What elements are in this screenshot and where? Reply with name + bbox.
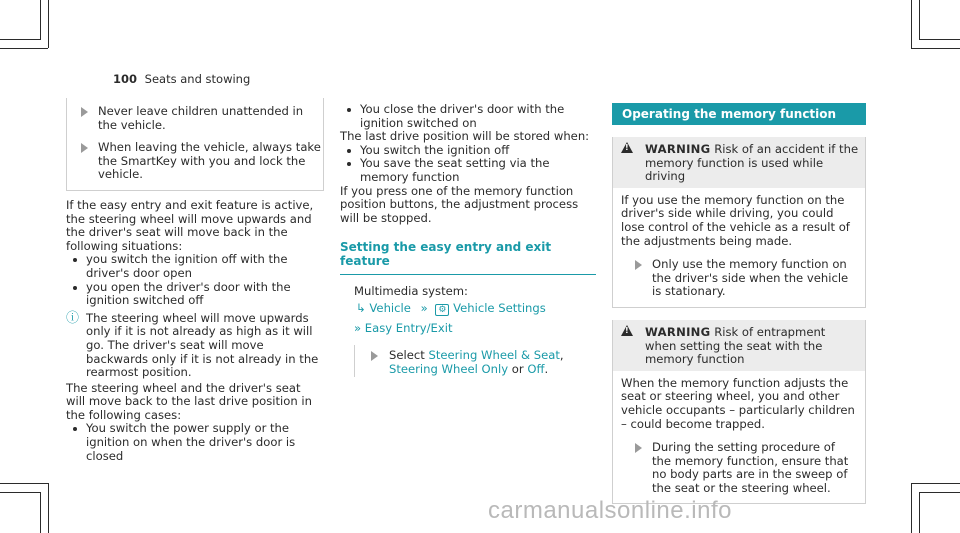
warning-item-text: During the setting procedure of the memory function, ensure that no body parts are in the sweep of the seat or the steering wheel. bbox=[652, 440, 849, 495]
step-text: or bbox=[511, 361, 524, 376]
step bbox=[369, 349, 596, 376]
info-icon: ⓘ bbox=[66, 310, 80, 326]
column-right bbox=[612, 103, 866, 504]
list-item bbox=[340, 144, 596, 158]
arrow-icon bbox=[81, 107, 88, 117]
car-settings-icon: ⚙ bbox=[435, 304, 449, 316]
option-off: Off bbox=[527, 361, 545, 376]
step-box bbox=[354, 345, 596, 376]
warning-body bbox=[613, 371, 865, 504]
warning-item bbox=[621, 441, 857, 495]
list-item-text: you open the driver's door with the ignition switched off bbox=[86, 279, 291, 308]
arrow-icon bbox=[635, 260, 642, 270]
crop-mark bbox=[0, 483, 48, 484]
arrow-icon bbox=[635, 443, 642, 453]
intro-paragraph: If the easy entry and exit feature is active, the steering wheel will move upwards and the driver's seat will move back in the following situations: bbox=[66, 197, 314, 253]
arrow-icon bbox=[81, 143, 88, 153]
warning-text: If you use the memory function on the driver's side while driving, you could lose control of the vehicle as a result of the adjustments being made. bbox=[621, 192, 850, 248]
safety-item bbox=[67, 141, 323, 182]
crop-mark bbox=[911, 483, 912, 533]
page-header bbox=[113, 73, 250, 87]
list-item-text: You close the driver's door with the ignition switched on bbox=[360, 102, 565, 130]
crop-mark bbox=[0, 39, 40, 40]
double-chevron-icon: » bbox=[420, 301, 428, 316]
warning-box bbox=[612, 320, 866, 505]
list-item-text: You switch the power supply or the ignition on when the driver's door is closed bbox=[86, 421, 296, 463]
column-middle bbox=[340, 103, 596, 377]
list-item-text: You save the seat setting via the memory function bbox=[360, 156, 550, 184]
bullet-icon bbox=[347, 149, 351, 153]
paragraph: The steering wheel and the driver's seat will move back to the last drive position in the following cases: bbox=[66, 380, 312, 422]
crop-mark bbox=[48, 0, 49, 48]
warning-title: Risk of an accident if the memory function is used while driving bbox=[645, 142, 859, 184]
step-text: . bbox=[544, 361, 549, 376]
paragraph: The last drive position will be stored when: bbox=[340, 129, 590, 144]
double-chevron-icon: » bbox=[354, 320, 362, 335]
warning-header bbox=[613, 137, 865, 188]
column-left bbox=[66, 98, 322, 463]
paragraph: If you press one of the memory function position buttons, the adjustment process will be stopped. bbox=[340, 183, 579, 225]
menu-vehicle-settings: Vehicle Settings bbox=[453, 301, 546, 316]
menu-path-line bbox=[354, 302, 596, 318]
list-item-text: You switch the ignition off bbox=[360, 142, 510, 157]
crop-mark bbox=[48, 483, 49, 533]
crop-mark bbox=[911, 0, 912, 48]
safety-item-text: Never leave children unattended in the vehicle. bbox=[98, 104, 304, 132]
bullet-icon bbox=[73, 427, 77, 431]
return-arrow-icon: ↳ bbox=[356, 301, 366, 316]
warning-title: Risk of entrapment when setting the seat with the memory function bbox=[645, 324, 826, 367]
menu-easy-entry: Easy Entry/Exit bbox=[364, 320, 453, 335]
section-title-bar: Operating the memory function bbox=[612, 103, 866, 125]
bullet-list bbox=[340, 103, 596, 130]
option-steering-wheel-only: Steering Wheel Only bbox=[389, 361, 509, 376]
bullet-list bbox=[66, 253, 322, 307]
note-text: The steering wheel will move upwards only if it is not already as high as it will go. The driver's seat will move backwards only if it is not already in the rearmost position. bbox=[86, 310, 319, 380]
safety-item-text: When leaving the vehicle, always take the SmartKey with you and lock the vehicle. bbox=[98, 140, 321, 182]
warning-icon bbox=[621, 325, 633, 336]
bullet-icon bbox=[347, 108, 351, 112]
menu-path bbox=[340, 285, 596, 336]
crop-mark bbox=[911, 48, 960, 49]
safety-box bbox=[66, 98, 324, 191]
warning-header bbox=[613, 320, 865, 371]
list-item bbox=[66, 422, 322, 463]
warning-box bbox=[612, 137, 866, 308]
watermark: carmanualsonline.info bbox=[488, 497, 732, 524]
arrow-icon bbox=[371, 351, 378, 361]
list-item bbox=[66, 281, 322, 308]
step-text: Select bbox=[389, 348, 425, 363]
crop-mark bbox=[40, 0, 41, 40]
note bbox=[66, 312, 322, 380]
crop-mark bbox=[919, 0, 920, 40]
bullet-icon bbox=[347, 162, 351, 166]
warning-label: WARNING bbox=[645, 142, 711, 156]
warning-text: When the memory function adjusts the seat or steering wheel, you and other vehicle occupants – particularly children – could become trapped. bbox=[621, 375, 855, 431]
list-item bbox=[66, 253, 322, 280]
option-steering-wheel-seat: Steering Wheel & Seat bbox=[428, 348, 560, 363]
step-text: , bbox=[559, 348, 564, 363]
list-item bbox=[340, 157, 596, 184]
crop-mark bbox=[40, 492, 41, 533]
menu-label: Multimedia system: bbox=[354, 283, 468, 298]
section-title: Seats and stowing bbox=[144, 72, 251, 86]
menu-path-line bbox=[354, 322, 596, 336]
page-number: 100 bbox=[113, 72, 138, 86]
bullet-icon bbox=[73, 286, 77, 290]
list-item bbox=[340, 103, 596, 130]
warning-label: WARNING bbox=[645, 324, 711, 339]
warning-item-text: Only use the memory function on the driver's side when the vehicle is stationary. bbox=[652, 257, 849, 299]
crop-mark bbox=[920, 39, 960, 40]
crop-mark bbox=[919, 492, 920, 533]
bullet-icon bbox=[73, 258, 77, 262]
crop-mark bbox=[920, 492, 960, 493]
crop-mark bbox=[0, 492, 40, 493]
warning-icon bbox=[621, 142, 633, 153]
section-subheading: Setting the easy entry and exit feature bbox=[340, 241, 596, 274]
warning-body bbox=[613, 188, 865, 307]
bullet-list bbox=[340, 144, 596, 185]
menu-vehicle: Vehicle bbox=[369, 301, 411, 316]
crop-mark bbox=[911, 483, 960, 484]
safety-item bbox=[67, 105, 323, 132]
warning-item bbox=[621, 258, 857, 299]
list-item-text: you switch the ignition off with the driver's door open bbox=[86, 252, 288, 280]
crop-mark bbox=[0, 48, 48, 49]
bullet-list bbox=[66, 422, 322, 463]
